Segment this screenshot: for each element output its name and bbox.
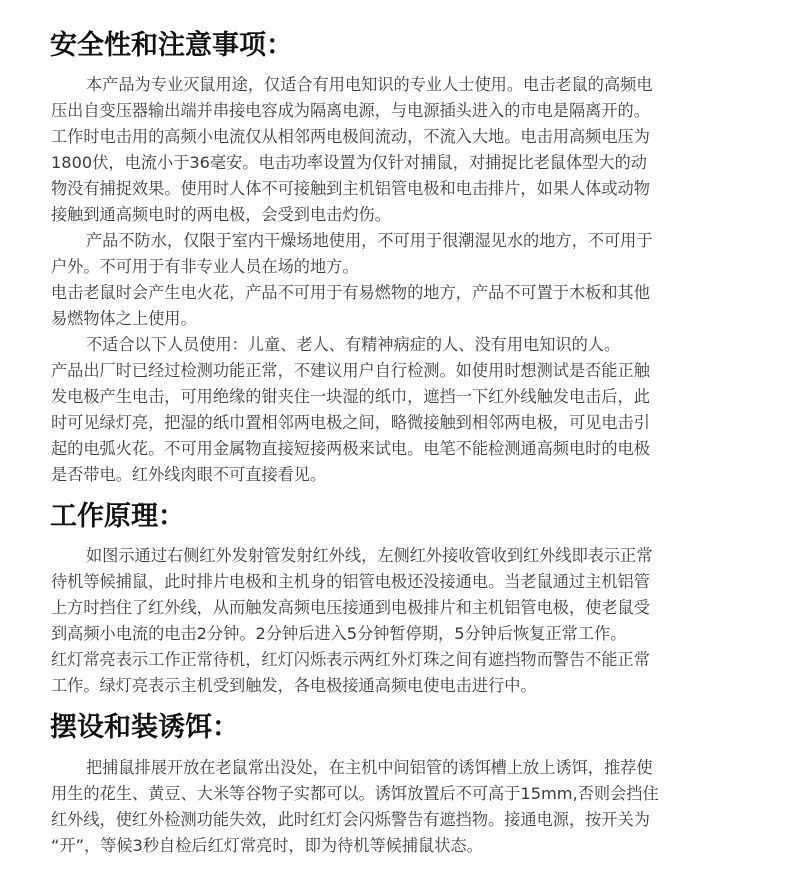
paragraph-line: 不适合以下人员使用：儿童、老人、有精神病症的人、没有用电知识的人。 (86, 335, 621, 354)
paragraph-line: 红灯常亮表示工作正常待机，红灯闪烁表示两红外灯珠之间有遮挡物而警告不能正常 (51, 650, 650, 669)
paragraph-line: 时可见绿灯亮，把湿的纸巾置相邻两电极之间，略微接触到相邻两电极，可见电击引 (51, 413, 650, 432)
paragraph-line: 起的电弧火花。不可用金属物直接短接两极来试电。电笔不能检测通高频电时的电极 (51, 439, 650, 458)
paragraph-line: 产品不防水，仅限于室内干燥场地使用，不可用于很潮湿见水的地方，不可用于 (86, 231, 653, 250)
section-title-safety: 安全性和注意事项： (50, 30, 293, 61)
paragraph-line: 如图示通过右侧红外发射管发射红外线，左侧红外接收管收到红外线即表示正常 (86, 546, 653, 565)
paragraph-line: 本产品为专业灭鼠用途，仅适合有用电知识的专业人士使用。电击老鼠的高频电 (86, 75, 653, 94)
paragraph-line: 物没有捕捉效果。使用时人体不可接触到主机铝管电极和电击排片，如果人体或动物 (51, 179, 650, 198)
paragraph-line: 红外线，使红外检测功能失效，此时红灯会闪烁警告有遮挡物。接通电源，按开关为 (51, 810, 650, 829)
section-title-principle: 工作原理： (50, 501, 185, 532)
paragraph-line: 1800伏，电流小于36毫安。电击功率设置为仅针对捕鼠，对捕捉比老鼠体型大的动 (51, 153, 647, 172)
paragraph-line: 易燃物体之上使用。 (51, 309, 197, 328)
paragraph-line: 产品出厂时已经过检测功能正常，不建议用户自行检测。如使用时想测试是否能正触 (51, 361, 650, 380)
paragraph-line: 上方时挡住了红外线，从而触发高频电压接通到电极排片和主机铝管电极，使老鼠受 (51, 598, 650, 617)
paragraph-line: 把捕鼠排展开放在老鼠常出没处，在主机中间铝管的诱饵槽上放上诱饵，推荐使 (86, 758, 653, 777)
paragraph-line: 电击老鼠时会产生电火花，产品不可用于有易燃物的地方，产品不可置于木板和其他 (51, 283, 650, 302)
paragraph-line: 用生的花生、黄豆、大米等谷物子实都可以。诱饵放置后不可高于15mm,否则会挡住 (51, 784, 659, 803)
paragraph-line: 待机等候捕鼠，此时排片电极和主机身的铝管电极还没接通电。当老鼠通过主机铝管 (51, 572, 650, 591)
section-title-bait: 摆设和装诱饵： (50, 712, 239, 743)
paragraph-line: 工作。绿灯亮表示主机受到触发，各电极接通高频电使电击进行中。 (51, 676, 537, 695)
paragraph-line: 发电极产生电击，可用绝缘的钳夹住一块湿的纸巾，遮挡一下红外线触发电击后，此 (51, 387, 650, 406)
paragraph-line: 压出自变压器输出端并串接电容成为隔离电源，与电源插头进入的市电是隔离开的。 (51, 101, 650, 120)
paragraph-line: 是否带电。红外线肉眼不可直接看见。 (51, 465, 327, 484)
paragraph-line: 户外。不可用于有非专业人员在场的地方。 (51, 257, 359, 276)
paragraph-line: 接触到通高频电时的两电极，会受到电击灼伤。 (51, 205, 391, 224)
paragraph-line: 工作时电击用的高频小电流仅从相邻两电极间流动，不流入大地。电击用高频电压为 (51, 127, 650, 146)
paragraph-line: 到高频小电流的电击2分钟。2分钟后进入5分钟暂停期，5分钟后恢复正常工作。 (51, 624, 627, 643)
paragraph-line: “开”，等候3秒自检后红灯常亮时，即为待机等候捕鼠状态。 (51, 836, 483, 855)
